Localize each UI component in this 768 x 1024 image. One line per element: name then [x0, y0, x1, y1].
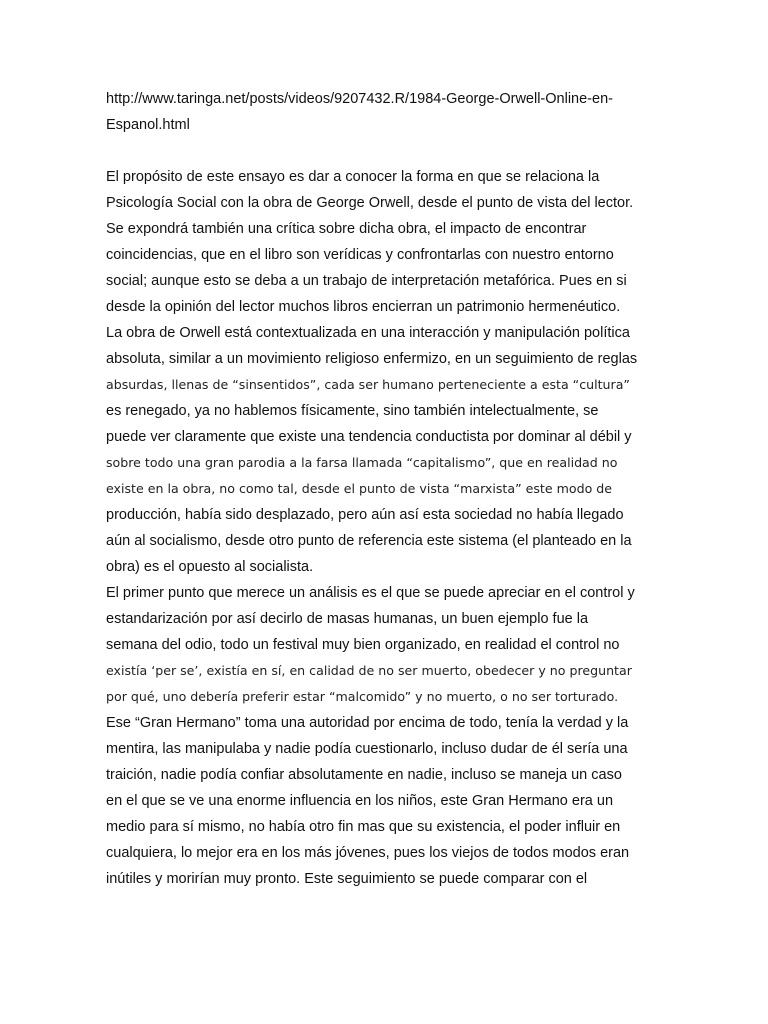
text-line: existía ‘per se’, existía en sí, en calidad de no ser muerto, obedecer y no preguntar: [106, 663, 632, 678]
text-line: puede ver claramente que existe una tendencia conductista por dominar al débil y: [106, 429, 632, 445]
text-line: existe en la obra, no como tal, desde el punto de vista “marxista” este modo de: [106, 481, 613, 496]
text-line: absurdas, llenas de “sinsentidos”, cada ser humano perteneciente a esta “cultura”: [106, 377, 630, 392]
text-line: social; aunque esto se deba a un trabajo de interpretación metafórica. Pues en si: [106, 273, 627, 289]
text-line: en el que se ve una enorme influencia en los niños, este Gran Hermano era un: [106, 793, 614, 809]
text-line: El primer punto que merece un análisis es el que se puede apreciar en el control y: [106, 585, 635, 601]
text-line: Se expondrá también una crítica sobre dicha obra, el impacto de encontrar: [106, 221, 587, 237]
text-line: por qué, uno debería preferir estar “malcomido” y no muerto, o no ser torturado.: [106, 689, 619, 704]
text-line: aún al socialismo, desde otro punto de referencia este sistema (el planteado en la: [106, 533, 632, 549]
text-line: El propósito de este ensayo es dar a conocer la forma en que se relaciona la: [106, 169, 600, 185]
text-line: Ese “Gran Hermano” toma una autoridad por encima de todo, tenía la verdad y la: [106, 715, 629, 731]
url-line: Espanol.html: [106, 117, 190, 133]
text-line: estandarización por así decirlo de masas humanas, un buen ejemplo fue la: [106, 611, 589, 627]
paragraph-gap: [106, 138, 666, 164]
text-line: absoluta, similar a un movimiento religioso enfermizo, en un seguimiento de reglas: [106, 351, 638, 367]
text-line: Psicología Social con la obra de George Orwell, desde el punto de vista del lector.: [106, 195, 634, 211]
text-line: traición, nadie podía confiar absolutamente en nadie, incluso se maneja un caso: [106, 767, 622, 783]
text-line: obra) es el opuesto al socialista.: [106, 559, 314, 575]
text-line: desde la opinión del lector muchos libros encierran un patrimonio hermenéutico.: [106, 299, 621, 315]
text-line: cualquiera, lo mejor era en los más jóvenes, pues los viejos de todos modos eran: [106, 845, 630, 861]
text-line: sobre todo una gran parodia a la farsa llamada “capitalismo”, que en realidad no: [106, 455, 618, 470]
text-line: inútiles y morirían muy pronto. Este seguimiento se puede comparar con el: [106, 871, 588, 887]
text-line: La obra de Orwell está contextualizada en una interacción y manipulación política: [106, 325, 630, 341]
text-line: medio para sí mismo, no había otro fin mas que su existencia, el poder influir en: [106, 819, 621, 835]
text-line: coincidencias, que en el libro son verídicas y confrontarlas con nuestro entorno: [106, 247, 614, 263]
document-text: [106, 86, 666, 892]
text-line: es renegado, ya no hablemos físicamente, sino también intelectualmente, se: [106, 403, 599, 419]
text-line: mentira, las manipulaba y nadie podía cuestionarlo, incluso dudar de él sería una: [106, 741, 628, 757]
text-line: semana del odio, todo un festival muy bien organizado, en realidad el control no: [106, 637, 620, 653]
url-line: http://www.taringa.net/posts/videos/9207432.R/1984-George-Orwell-Online-en-: [106, 91, 613, 107]
text-line: producción, había sido desplazado, pero aún así esta sociedad no había llegado: [106, 507, 624, 523]
